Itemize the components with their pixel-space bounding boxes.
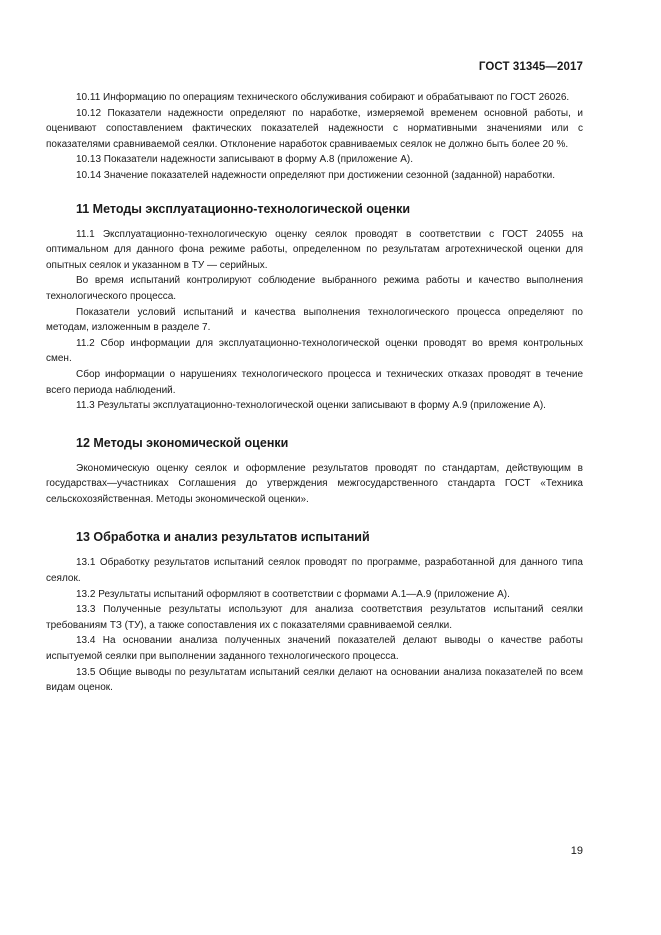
page-number: 19	[570, 845, 583, 857]
section-13-heading: 13 Обработка и анализ результатов испытаний	[76, 530, 370, 545]
paragraph-11-2: 11.2 Сбор информации для эксплуатационно-технологической оценки проводят во время контрольных смен.	[46, 337, 583, 365]
paragraph-13-4: 13.4 На основании анализа полученных значений показателей делают выводы о качестве работы испытуемой сеялки при выполнении заданного технологического процесса.	[46, 635, 583, 663]
paragraph-11-2-b: Сбор информации о нарушениях технологического процесса и технических отказах проводят в течение всего периода наблюдений.	[46, 368, 583, 396]
paragraph-10-14: 10.14 Значение показателей надежности определяют при достижении сезонной (заданной) наработки.	[76, 169, 555, 181]
paragraph-10-12: 10.12 Показатели надежности определяют по наработке, измеряемой временем основной работы, и оценивают сопоставлением фактических показателей надежности с нормативными значениями или с показателями сравниваемой сеялки. Отклонение наработок сравниваемых сеялок не должно быть более 20 %.	[46, 107, 583, 150]
paragraph-11-1-b: Во время испытаний контролируют соблюдение выбранного режима работы и качество выполнения технологического процесса.	[46, 275, 583, 302]
paragraph-11-1: 11.1 Эксплуатационно-технологическую оценку сеялок проводят в соответствии с ГОСТ 24055 на оптимальном для данного фона режиме работы, определенном по результатам агротехнической оценки для опытных сеялок и указанном в ТУ — серийных.	[46, 228, 583, 271]
paragraph-10-13: 10.13 Показатели надежности записывают в форму А.8 (приложение А).	[76, 154, 414, 166]
paragraph-13-1: 13.1 Обработку результатов испытаний сеялок проводят по программе, разработанной для данного типа сеялок.	[46, 557, 583, 585]
paragraph-11-3: 11.3 Результаты эксплуатационно-технологической оценки записывают в форму А.9 (приложение А).	[76, 400, 546, 412]
standard-header: ГОСТ 31345—2017	[478, 61, 583, 73]
section-11-heading: 11 Методы эксплуатационно-технологической оценки	[76, 201, 411, 216]
paragraph-13-5: 13.5 Общие выводы по результатам испытаний сеялки делают на основании анализа показателей по всем видам оценок.	[46, 666, 583, 694]
paragraph-11-1-c: Показатели условий испытаний и качества выполнения технологического процесса определяют по методам, изложенным в разделе 7.	[46, 306, 583, 334]
paragraph-12: Экономическую оценку сеялок и оформление результатов проводят по стандартам, действующим в государствах—участниках Соглашения до утверждения межгосударственного стандарта ГОСТ «Техника сельскохозяйственная. Методы экономической оценки».	[46, 462, 583, 505]
section-12-heading: 12 Методы экономической оценки	[76, 435, 289, 450]
paragraph-10-11: 10.11 Информацию по операциям технического обслуживания собирают и обрабатывают по ГОСТ 26026.	[76, 92, 570, 103]
paragraph-13-3: 13.3 Полученные результаты используют для анализа соответствия результатов испытаний сеялки требованиям ТЗ (ТУ), а также сопоставления их с показателями сравниваемой сеялки.	[46, 604, 583, 631]
paragraph-13-2: 13.2 Результаты испытаний оформляют в соответствии с формами А.1—А.9 (приложение А).	[76, 588, 510, 600]
page-content	[46, 90, 583, 696]
